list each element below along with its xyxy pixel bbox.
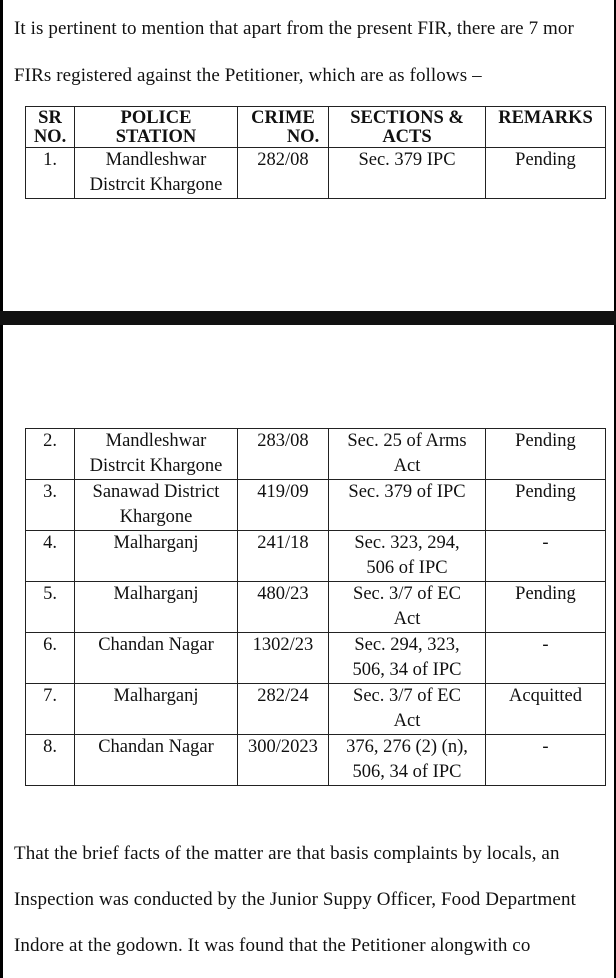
- page-break-band: [0, 311, 616, 325]
- cell-remarks: -: [486, 735, 606, 786]
- table-row: [26, 531, 606, 582]
- cell-remarks: Pending: [486, 582, 606, 633]
- cell-sections: 376, 276 (2) (n), 506, 34 of IPC: [329, 735, 486, 786]
- left-page-edge: [0, 0, 3, 978]
- cell-sr: 2.: [26, 429, 75, 480]
- cell-sections: Sec. 379 of IPC: [329, 480, 486, 531]
- cell-sections: Sec. 294, 323, 506, 34 of IPC: [329, 633, 486, 684]
- outro-line-2: Inspection was conducted by the Junior Suppy Officer, Food Department: [14, 889, 576, 910]
- cell-station: Mandleshwar Distrcit Khargone: [75, 148, 238, 199]
- header-sr-no: SR NO.: [26, 107, 75, 148]
- header-remarks: REMARKS: [486, 107, 606, 148]
- cell-crime-no: 282/08: [238, 148, 329, 199]
- cell-crime-no: 480/23: [238, 582, 329, 633]
- fir-table-part-1: [25, 106, 606, 199]
- table-row: [26, 735, 606, 786]
- cell-remarks: -: [486, 531, 606, 582]
- cell-sr: 1.: [26, 148, 75, 199]
- table-header-row: [26, 107, 606, 148]
- cell-crime-no: 1302/23: [238, 633, 329, 684]
- cell-crime-no: 241/18: [238, 531, 329, 582]
- cell-station: Malharganj: [75, 684, 238, 735]
- header-crime-no: CRIME NO.: [238, 107, 329, 148]
- cell-crime-no: 300/2023: [238, 735, 329, 786]
- cell-station: Mandleshwar Distrcit Khargone: [75, 429, 238, 480]
- cell-station: Malharganj: [75, 531, 238, 582]
- cell-sr: 6.: [26, 633, 75, 684]
- cell-remarks: Pending: [486, 148, 606, 199]
- intro-line-2: FIRs registered against the Petitioner, which are as follows –: [14, 65, 482, 86]
- cell-sr: 4.: [26, 531, 75, 582]
- table-row: [26, 148, 606, 199]
- cell-remarks: Pending: [486, 429, 606, 480]
- table-row: [26, 480, 606, 531]
- cell-sr: 5.: [26, 582, 75, 633]
- outro-line-1: That the brief facts of the matter are that basis complaints by locals, an: [14, 843, 560, 864]
- table-row: [26, 582, 606, 633]
- intro-line-1: It is pertinent to mention that apart from the present FIR, there are 7 mor: [14, 18, 574, 39]
- cell-remarks: Acquitted: [486, 684, 606, 735]
- cell-sections: Sec. 3/7 of EC Act: [329, 684, 486, 735]
- cell-sr: 7.: [26, 684, 75, 735]
- cell-sr: 8.: [26, 735, 75, 786]
- fir-table-part-2: [25, 428, 606, 786]
- table-row: [26, 684, 606, 735]
- cell-sections: Sec. 25 of Arms Act: [329, 429, 486, 480]
- cell-sr: 3.: [26, 480, 75, 531]
- table-row: [26, 429, 606, 480]
- cell-crime-no: 283/08: [238, 429, 329, 480]
- header-police-station: POLICE STATION: [75, 107, 238, 148]
- cell-sections: Sec. 3/7 of EC Act: [329, 582, 486, 633]
- cell-sections: Sec. 379 IPC: [329, 148, 486, 199]
- cell-station: Sanawad District Khargone: [75, 480, 238, 531]
- cell-station: Chandan Nagar: [75, 633, 238, 684]
- cell-remarks: Pending: [486, 480, 606, 531]
- header-sections-acts: SECTIONS & ACTS: [329, 107, 486, 148]
- cell-station: Chandan Nagar: [75, 735, 238, 786]
- cell-sections: Sec. 323, 294, 506 of IPC: [329, 531, 486, 582]
- cell-station: Malharganj: [75, 582, 238, 633]
- cell-crime-no: 419/09: [238, 480, 329, 531]
- table-row: [26, 633, 606, 684]
- cell-remarks: -: [486, 633, 606, 684]
- cell-crime-no: 282/24: [238, 684, 329, 735]
- outro-line-3: Indore at the godown. It was found that the Petitioner alongwith co: [14, 935, 531, 956]
